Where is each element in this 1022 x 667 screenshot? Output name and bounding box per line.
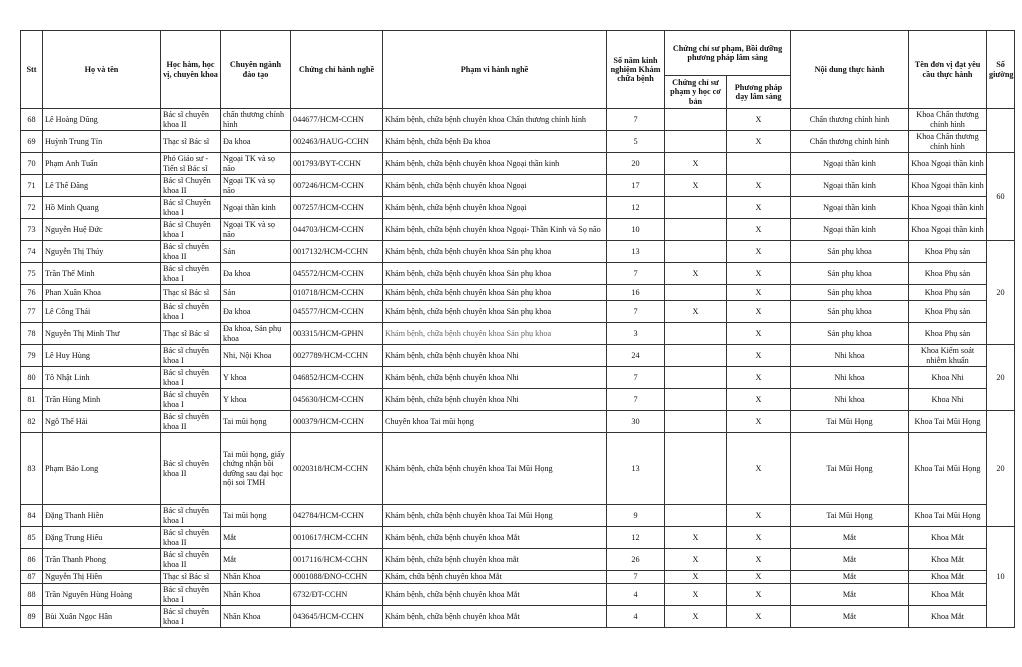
content-cell: Sản phụ khoa [791, 263, 909, 285]
stt-cell: 72 [21, 197, 43, 219]
degree-cell: Bác sĩ chuyên khoa I [161, 263, 221, 285]
scope-cell: Khám bệnh, chữa bệnh chuyên khoa Nhi [383, 345, 607, 367]
unit-cell: Khoa Mắt [909, 571, 987, 584]
cert-basic-cell [665, 505, 727, 527]
stt-cell: 76 [21, 285, 43, 301]
major-cell: Sản [221, 285, 291, 301]
table-row [21, 571, 1015, 584]
table-row [21, 285, 1015, 301]
cert-basic-cell [665, 219, 727, 241]
name-cell: Phạm Anh Tuấn [43, 153, 161, 175]
stt-cell: 75 [21, 263, 43, 285]
degree-cell: Bác sĩ Chuyên khoa II [161, 175, 221, 197]
stt-cell: 80 [21, 367, 43, 389]
unit-cell: Khoa Nhi [909, 367, 987, 389]
unit-cell: Khoa Chấn thương chỉnh hình [909, 131, 987, 153]
stt-cell: 82 [21, 411, 43, 433]
scope-cell: Khám bệnh, chữa bệnh chuyên khoa Nhi [383, 367, 607, 389]
license-cell: 045572/HCM-CCHN [291, 263, 383, 285]
license-cell: 003315/HCM-GPHN [291, 323, 383, 345]
degree-cell: Thạc sĩ Bác sĩ [161, 131, 221, 153]
major-cell: Nhãn Khoa [221, 606, 291, 628]
major-cell: Tai mũi họng [221, 505, 291, 527]
major-cell: Ngoại TK và sọ não [221, 219, 291, 241]
years-cell: 13 [607, 433, 665, 505]
beds-cell: 60 [987, 153, 1015, 241]
table-row [21, 505, 1015, 527]
cert-clinical-cell: X [727, 323, 791, 345]
years-cell: 7 [607, 389, 665, 411]
header-cert-basic: Chứng chỉ sư phạm y học cơ bản [665, 76, 727, 109]
years-cell: 24 [607, 345, 665, 367]
cert-clinical-cell: X [727, 197, 791, 219]
license-cell: 0001088/ĐNO-CCHN [291, 571, 383, 584]
stt-cell: 84 [21, 505, 43, 527]
scope-cell: Khám bệnh, chữa bệnh Đa khoa [383, 131, 607, 153]
name-cell: Lê Công Thái [43, 301, 161, 323]
cert-basic-cell: X [665, 571, 727, 584]
cert-clinical-cell: X [727, 301, 791, 323]
license-cell: 046852/HCM-CCHN [291, 367, 383, 389]
table-row [21, 527, 1015, 549]
years-cell: 26 [607, 549, 665, 571]
degree-cell: Bác sĩ chuyên khoa II [161, 549, 221, 571]
name-cell: Phan Xuân Khoa [43, 285, 161, 301]
license-cell: 045577/HCM-CCHN [291, 301, 383, 323]
major-cell: Nhi, Nội Khoa [221, 345, 291, 367]
major-cell: Tai mũi họng, giấy chứng nhận bồi dưỡng sau đại học nội soi TMH [221, 433, 291, 505]
scope-cell: Khám bệnh, chữa bệnh chuyên khoa Ngoại [383, 175, 607, 197]
years-cell: 9 [607, 505, 665, 527]
cert-basic-cell: X [665, 175, 727, 197]
license-cell: 0027789/HCM-CCHN [291, 345, 383, 367]
years-cell: 7 [607, 301, 665, 323]
years-cell: 10 [607, 219, 665, 241]
unit-cell: Khoa Mắt [909, 549, 987, 571]
stt-cell: 83 [21, 433, 43, 505]
table-row [21, 219, 1015, 241]
table-row [21, 411, 1015, 433]
major-cell: Đa khoa [221, 131, 291, 153]
header-content: Nội dung thực hành [791, 31, 909, 109]
stt-cell: 69 [21, 131, 43, 153]
scope-cell: Khám bệnh, chữa bệnh chuyên khoa Sản phụ khoa [383, 301, 607, 323]
years-cell: 20 [607, 153, 665, 175]
major-cell: Ngoại thần kinh [221, 197, 291, 219]
content-cell: Mắt [791, 527, 909, 549]
stt-cell: 73 [21, 219, 43, 241]
header-license: Chứng chỉ hành nghề [291, 31, 383, 109]
scope-cell: Khám bệnh, chữa bệnh chuyên khoa Chấn thương chỉnh hình [383, 109, 607, 131]
unit-cell: Khoa Mắt [909, 584, 987, 606]
content-cell: Nhi khoa [791, 389, 909, 411]
name-cell: Ngô Thế Hải [43, 411, 161, 433]
license-cell: 044677/HCM-CCHN [291, 109, 383, 131]
years-cell: 7 [607, 571, 665, 584]
scope-cell: Chuyên khoa Tai mũi họng [383, 411, 607, 433]
name-cell: Nguyễn Thị Thúy [43, 241, 161, 263]
name-cell: Huỳnh Trung Tín [43, 131, 161, 153]
years-cell: 4 [607, 606, 665, 628]
years-cell: 7 [607, 263, 665, 285]
license-cell: 0020318/HCM-CCHN [291, 433, 383, 505]
cert-basic-cell [665, 285, 727, 301]
stt-cell: 74 [21, 241, 43, 263]
cert-clinical-cell: X [727, 263, 791, 285]
license-cell: 0010617/HCM-CCHN [291, 527, 383, 549]
cert-clinical-cell: X [727, 389, 791, 411]
license-cell: 000379/HCM-CCHN [291, 411, 383, 433]
scope-cell: Khám bệnh, chữa bệnh chuyên khoa Mắt [383, 584, 607, 606]
license-cell: 010718/HCM-CCHN [291, 285, 383, 301]
name-cell: Đặng Trung Hiếu [43, 527, 161, 549]
cert-basic-cell [665, 197, 727, 219]
cert-clinical-cell: X [727, 219, 791, 241]
stt-cell: 78 [21, 323, 43, 345]
table-row [21, 549, 1015, 571]
cert-clinical-cell [727, 153, 791, 175]
table-row [21, 197, 1015, 219]
degree-cell: Bác sĩ chuyên khoa I [161, 367, 221, 389]
cert-clinical-cell: X [727, 241, 791, 263]
license-cell: 0017132/HCM-CCHN [291, 241, 383, 263]
content-cell: Chấn thương chỉnh hình [791, 109, 909, 131]
degree-cell: Thạc sĩ Bác sĩ [161, 323, 221, 345]
years-cell: 17 [607, 175, 665, 197]
unit-cell: Khoa Phụ sản [909, 301, 987, 323]
content-cell: Tai Mũi Họng [791, 411, 909, 433]
cert-basic-cell: X [665, 301, 727, 323]
license-cell: 0017116/HCM-CCHN [291, 549, 383, 571]
degree-cell: Bác sĩ chuyên khoa II [161, 527, 221, 549]
table-body [21, 109, 1015, 628]
degree-cell: Bác sĩ chuyên khoa II [161, 411, 221, 433]
license-cell: 6732/ĐT-CCHN [291, 584, 383, 606]
name-cell: Nguyễn Thị Minh Thư [43, 323, 161, 345]
content-cell: Mắt [791, 584, 909, 606]
name-cell: Lê Huy Hùng [43, 345, 161, 367]
scope-cell: Khám bệnh, chữa bệnh chuyên khoa Ngoại- Thần Kinh và Sọ não [383, 219, 607, 241]
name-cell: Tô Nhật Linh [43, 367, 161, 389]
table-row [21, 323, 1015, 345]
major-cell: Ngoại TK và sọ não [221, 153, 291, 175]
cert-clinical-cell: X [727, 584, 791, 606]
years-cell: 3 [607, 323, 665, 345]
scope-cell: Khám bệnh, chữa bệnh chuyên khoa Sản phụ khoa [383, 285, 607, 301]
license-cell: 043645/HCM-CCHN [291, 606, 383, 628]
cert-clinical-cell: X [727, 131, 791, 153]
scope-cell: Khám bệnh, chữa bệnh chuyên khoa mắt [383, 549, 607, 571]
cert-clinical-cell: X [727, 345, 791, 367]
years-cell: 12 [607, 527, 665, 549]
degree-cell: Bác sĩ chuyên khoa I [161, 505, 221, 527]
stt-cell: 77 [21, 301, 43, 323]
unit-cell: Khoa Nhi [909, 389, 987, 411]
years-cell: 12 [607, 197, 665, 219]
major-cell: Nhãn Khoa [221, 571, 291, 584]
unit-cell: Khoa Ngoại thần kinh [909, 197, 987, 219]
header-beds: Số giường [987, 31, 1015, 109]
license-cell: 002463/HAUG-CCHN [291, 131, 383, 153]
stt-cell: 88 [21, 584, 43, 606]
content-cell: Sản phụ khoa [791, 323, 909, 345]
name-cell: Nguyễn Huệ Đức [43, 219, 161, 241]
degree-cell: Bác sĩ chuyên khoa I [161, 606, 221, 628]
degree-cell: Bác sĩ Chuyên khoa I [161, 197, 221, 219]
major-cell: chấn thương chỉnh hình [221, 109, 291, 131]
content-cell: Ngoại thần kinh [791, 219, 909, 241]
cert-basic-cell [665, 241, 727, 263]
cert-basic-cell [665, 433, 727, 505]
cert-basic-cell [665, 411, 727, 433]
cert-basic-cell [665, 109, 727, 131]
cert-clinical-cell: X [727, 175, 791, 197]
unit-cell: Khoa Ngoại thần kinh [909, 175, 987, 197]
scope-cell: Khám bệnh, chữa bệnh chuyên khoa Mắt [383, 606, 607, 628]
content-cell: Tai Mũi Họng [791, 505, 909, 527]
content-cell: Sản phụ khoa [791, 285, 909, 301]
scope-cell: Khám bệnh, chữa bệnh chuyên khoa Sản phụ khoa [383, 323, 607, 345]
table-row [21, 109, 1015, 131]
header-cert-group: Chứng chỉ sư phạm, Bồi dưỡng phương pháp lâm sàng [665, 31, 791, 76]
license-cell: 007257/HCM-CCHN [291, 197, 383, 219]
name-cell: Bùi Xuân Ngọc Hân [43, 606, 161, 628]
staff-table [20, 30, 1015, 628]
years-cell: 4 [607, 584, 665, 606]
cert-clinical-cell: X [727, 285, 791, 301]
stt-cell: 68 [21, 109, 43, 131]
table-row [21, 263, 1015, 285]
unit-cell: Khoa Phụ sản [909, 241, 987, 263]
cert-basic-cell: X [665, 263, 727, 285]
cert-clinical-cell: X [727, 411, 791, 433]
content-cell: Mắt [791, 549, 909, 571]
cert-basic-cell [665, 367, 727, 389]
years-cell: 30 [607, 411, 665, 433]
cert-basic-cell: X [665, 153, 727, 175]
content-cell: Sản phụ khoa [791, 241, 909, 263]
cert-basic-cell: X [665, 527, 727, 549]
stt-cell: 87 [21, 571, 43, 584]
cert-basic-cell [665, 131, 727, 153]
degree-cell: Phó Giáo sư - Tiến sĩ Bác sĩ [161, 153, 221, 175]
scope-cell: Khám bệnh, chữa bệnh chuyên khoa Ngoại thần kinh [383, 153, 607, 175]
cert-basic-cell [665, 323, 727, 345]
table-row [21, 433, 1015, 505]
degree-cell: Bác sĩ chuyên khoa I [161, 345, 221, 367]
scope-cell: Khám bệnh, chữa bệnh chuyên khoa Tai Mũi Họng [383, 505, 607, 527]
unit-cell: Khoa Phụ sản [909, 263, 987, 285]
header-name: Họ và tên [43, 31, 161, 109]
cert-clinical-cell: X [727, 367, 791, 389]
degree-cell: Bác sĩ chuyên khoa II [161, 241, 221, 263]
beds-cell [987, 109, 1015, 153]
header-degree: Học hàm, học vị, chuyên khoa [161, 31, 221, 109]
unit-cell: Khoa Tai Mũi Họng [909, 411, 987, 433]
header-stt: Stt [21, 31, 43, 109]
degree-cell: Thạc sĩ Bác sĩ [161, 571, 221, 584]
content-cell: Mắt [791, 606, 909, 628]
cert-basic-cell [665, 389, 727, 411]
major-cell: Đa khoa [221, 263, 291, 285]
degree-cell: Bác sĩ chuyên khoa I [161, 301, 221, 323]
major-cell: Sản [221, 241, 291, 263]
scope-cell: Khám bệnh, chữa bệnh chuyên khoa Sản phụ khoa [383, 263, 607, 285]
table-row [21, 175, 1015, 197]
name-cell: Trần Hùng Minh [43, 389, 161, 411]
content-cell: Ngoại thần kinh [791, 197, 909, 219]
cert-clinical-cell: X [727, 109, 791, 131]
unit-cell: Khoa Tai Mũi Họng [909, 433, 987, 505]
major-cell: Đa khoa, Sản phụ khoa [221, 323, 291, 345]
major-cell: Mắt [221, 527, 291, 549]
cert-basic-cell: X [665, 549, 727, 571]
name-cell: Nguyễn Thị Hiên [43, 571, 161, 584]
license-cell: 044703/HCM-CCHN [291, 219, 383, 241]
scope-cell: Khám bệnh, chữa bệnh chuyên khoa Ngoại [383, 197, 607, 219]
stt-cell: 71 [21, 175, 43, 197]
major-cell: Mắt [221, 549, 291, 571]
unit-cell: Khoa Mắt [909, 606, 987, 628]
license-cell: 042784/HCM-CCHN [291, 505, 383, 527]
degree-cell: Bác sĩ Chuyên khoa I [161, 219, 221, 241]
degree-cell: Thạc sĩ Bác sĩ [161, 285, 221, 301]
name-cell: Trần Thanh Phong [43, 549, 161, 571]
major-cell: Tai mũi họng [221, 411, 291, 433]
name-cell: Lê Thế Đăng [43, 175, 161, 197]
scope-cell: Khám, chữa bệnh chuyên khoa Mắt [383, 571, 607, 584]
cert-clinical-cell: X [727, 549, 791, 571]
years-cell: 16 [607, 285, 665, 301]
name-cell: Phạm Bảo Long [43, 433, 161, 505]
table-row [21, 345, 1015, 367]
scope-cell: Khám bệnh, chữa bệnh chuyên khoa Tai Mũi Họng [383, 433, 607, 505]
beds-cell: 20 [987, 345, 1015, 411]
cert-clinical-cell: X [727, 527, 791, 549]
cert-basic-cell: X [665, 584, 727, 606]
cert-basic-cell [665, 345, 727, 367]
stt-cell: 79 [21, 345, 43, 367]
table-row [21, 606, 1015, 628]
cert-clinical-cell: X [727, 571, 791, 584]
header-scope: Phạm vi hành nghề [383, 31, 607, 109]
header-years: Số năm kinh nghiệm Khám chữa bệnh [607, 31, 665, 109]
table-row [21, 367, 1015, 389]
unit-cell: Khoa Phụ sản [909, 285, 987, 301]
table-row [21, 241, 1015, 263]
license-cell: 001793/BYT-CCHN [291, 153, 383, 175]
degree-cell: Bác sĩ chuyên khoa I [161, 584, 221, 606]
degree-cell: Bác sĩ chuyên khoa II [161, 433, 221, 505]
years-cell: 7 [607, 367, 665, 389]
table-row [21, 389, 1015, 411]
scope-cell: Khám bệnh, chữa bệnh chuyên khoa Nhi [383, 389, 607, 411]
stt-cell: 85 [21, 527, 43, 549]
stt-cell: 70 [21, 153, 43, 175]
degree-cell: Bác sĩ chuyên khoa I [161, 389, 221, 411]
name-cell: Trần Nguyên Hùng Hoàng [43, 584, 161, 606]
major-cell: Y khoa [221, 389, 291, 411]
name-cell: Trần Thế Minh [43, 263, 161, 285]
content-cell: Ngoại thần kinh [791, 175, 909, 197]
scope-cell: Khám bệnh, chữa bệnh chuyên khoa Mắt [383, 527, 607, 549]
scope-cell: Khám bệnh, chữa bệnh chuyên khoa Sản phụ khoa [383, 241, 607, 263]
content-cell: Tai Mũi Họng [791, 433, 909, 505]
beds-cell: 20 [987, 241, 1015, 345]
table-row [21, 153, 1015, 175]
header-major: Chuyên ngành đào tạo [221, 31, 291, 109]
content-cell: Nhi khoa [791, 367, 909, 389]
major-cell: Y khoa [221, 367, 291, 389]
content-cell: Sản phụ khoa [791, 301, 909, 323]
stt-cell: 81 [21, 389, 43, 411]
cert-basic-cell: X [665, 606, 727, 628]
table-row [21, 584, 1015, 606]
unit-cell: Khoa Ngoại thần kinh [909, 153, 987, 175]
major-cell: Đa khoa [221, 301, 291, 323]
major-cell: Ngoại TK và sọ não [221, 175, 291, 197]
unit-cell: Khoa Phụ sản [909, 323, 987, 345]
cert-clinical-cell: X [727, 606, 791, 628]
unit-cell: Khoa Mắt [909, 527, 987, 549]
content-cell: Nhi khoa [791, 345, 909, 367]
header-unit: Tên đơn vị đạt yêu cầu thực hành [909, 31, 987, 109]
header-cert-clinical: Phương pháp dạy lâm sàng [727, 76, 791, 109]
degree-cell: Bác sĩ chuyên khoa II [161, 109, 221, 131]
content-cell: Ngoại thần kinh [791, 153, 909, 175]
beds-cell: 10 [987, 527, 1015, 628]
years-cell: 5 [607, 131, 665, 153]
unit-cell: Khoa Tai Mũi Họng [909, 505, 987, 527]
unit-cell: Khoa Chấn thương chỉnh hình [909, 109, 987, 131]
stt-cell: 86 [21, 549, 43, 571]
major-cell: Nhãn Khoa [221, 584, 291, 606]
cert-clinical-cell: X [727, 505, 791, 527]
name-cell: Đặng Thanh Hiền [43, 505, 161, 527]
table-row [21, 131, 1015, 153]
name-cell: Hồ Minh Quang [43, 197, 161, 219]
license-cell: 007246/HCM-CCHN [291, 175, 383, 197]
years-cell: 7 [607, 109, 665, 131]
content-cell: Mắt [791, 571, 909, 584]
table-row [21, 301, 1015, 323]
content-cell: Chấn thương chỉnh hình [791, 131, 909, 153]
years-cell: 13 [607, 241, 665, 263]
unit-cell: Khoa Kiểm soát nhiễm khuẩn [909, 345, 987, 367]
stt-cell: 89 [21, 606, 43, 628]
license-cell: 045630/HCM-CCHN [291, 389, 383, 411]
unit-cell: Khoa Ngoại thần kinh [909, 219, 987, 241]
name-cell: Lê Hoàng Dũng [43, 109, 161, 131]
cert-clinical-cell: X [727, 433, 791, 505]
beds-cell: 20 [987, 411, 1015, 527]
